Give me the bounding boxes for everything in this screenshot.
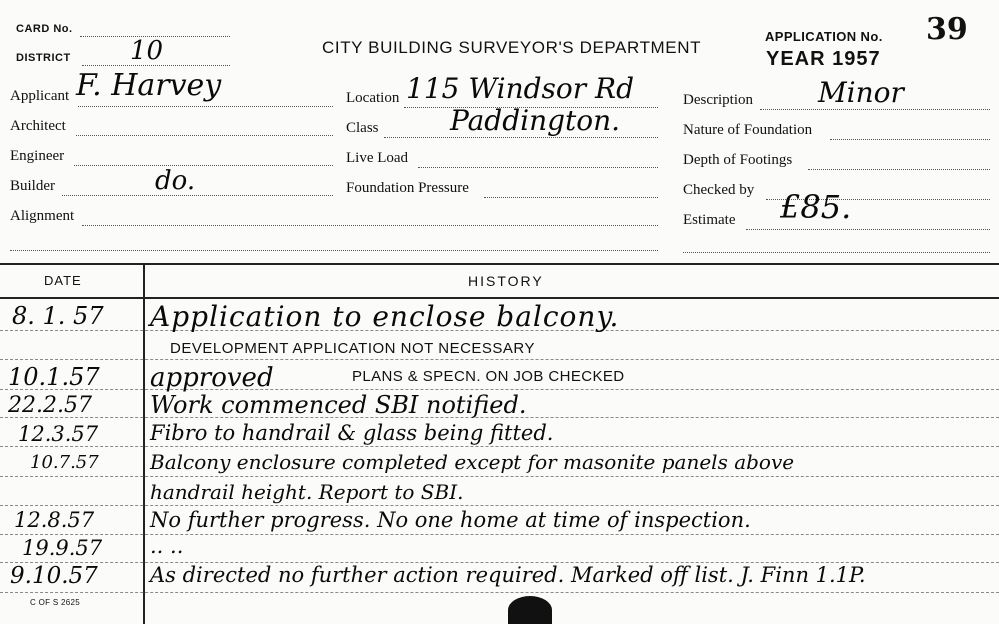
depth-of-footings-label: Depth of Footings	[683, 152, 793, 168]
depth-of-footings-line	[808, 169, 990, 170]
builder-line	[62, 195, 333, 196]
history-date: 22.2.57	[8, 393, 92, 418]
applicant-value: F. Harvey	[76, 68, 222, 103]
history-text: Fibro to handrail & glass being fitted.	[150, 421, 554, 445]
department-title: CITY BUILDING SURVEYOR'S DEPARTMENT	[322, 38, 702, 57]
ruled-line	[0, 505, 999, 506]
builder-label: Builder	[10, 178, 55, 194]
history-date: 12.8.57	[14, 508, 95, 532]
ink-blot	[508, 596, 552, 624]
class-label: Class	[346, 120, 379, 136]
alignment-line-2	[10, 250, 658, 251]
class-line	[384, 137, 658, 138]
application-number: 39	[926, 12, 968, 47]
engineer-label: Engineer	[10, 148, 65, 164]
history-date: 10.1.57	[8, 363, 100, 391]
alignment-line	[82, 225, 658, 226]
nature-of-foundation-line	[830, 139, 990, 140]
engineer-line	[74, 165, 333, 166]
history-header: HISTORY	[468, 273, 544, 289]
history-text: No further progress. No one home at time of inspection.	[150, 508, 751, 532]
estimate-label: Estimate	[683, 212, 736, 228]
application-label: APPLICATION No.	[765, 29, 883, 44]
live-load-line	[418, 167, 658, 168]
form-code: C OF S 2625	[30, 598, 80, 607]
architect-line	[76, 135, 333, 136]
plans-stamp: PLANS & SPECN. ON JOB CHECKED	[352, 368, 625, 385]
history-date: 8. 1. 57	[12, 302, 104, 330]
district-label: DISTRICT	[16, 52, 71, 64]
year-label: YEAR 1957	[766, 48, 881, 70]
ruled-line	[0, 592, 999, 593]
description-value: Minor	[818, 76, 904, 109]
ruled-line	[0, 446, 999, 447]
history-date: 12.3.57	[18, 422, 99, 446]
development-stamp: DEVELOPMENT APPLICATION NOT NECESSARY	[170, 340, 535, 357]
table-header-border	[0, 297, 999, 299]
history-date: 10.7.57	[30, 452, 99, 473]
alignment-label: Alignment	[10, 208, 75, 224]
date-header: DATE	[44, 273, 82, 288]
location-label: Location	[346, 90, 400, 106]
history-text: Application to enclose balcony.	[150, 300, 620, 333]
applicant-line	[78, 106, 333, 107]
applicant-label: Applicant	[10, 88, 70, 104]
history-text: .. ..	[150, 534, 184, 558]
description-line	[760, 109, 990, 110]
right-column-line	[683, 252, 990, 253]
card-no-label: CARD No.	[16, 23, 73, 35]
architect-label: Architect	[10, 118, 66, 134]
foundation-pressure-line	[484, 197, 658, 198]
ruled-line	[0, 476, 999, 477]
district-value: 10	[130, 36, 164, 66]
ruled-line	[0, 359, 999, 360]
history-text: Work commenced SBI notified.	[150, 391, 527, 419]
foundation-pressure-label: Foundation Pressure	[346, 180, 469, 196]
estimate-line	[746, 229, 990, 230]
estimate-value: £85.	[780, 188, 852, 226]
nature-of-foundation-label: Nature of Foundation	[683, 122, 813, 138]
history-date: 19.9.57	[22, 536, 103, 560]
history-text: handrail height. Report to SBI.	[150, 480, 464, 504]
history-date: 9.10.57	[10, 563, 98, 589]
description-label: Description	[683, 92, 753, 108]
class-value: Paddington.	[450, 104, 621, 137]
builder-value: do.	[155, 166, 196, 196]
table-top-border	[0, 263, 999, 265]
date-column-divider	[143, 263, 145, 624]
checked-by-label: Checked by	[683, 182, 755, 198]
history-text: Balcony enclosure completed except for masonite panels above	[150, 450, 795, 474]
history-text: As directed no further action required. Marked off list. J. Finn 1.1P.	[150, 563, 866, 587]
history-text: approved	[150, 363, 274, 393]
location-value: 115 Windsor Rd	[406, 72, 635, 105]
live-load-label: Live Load	[346, 150, 409, 166]
